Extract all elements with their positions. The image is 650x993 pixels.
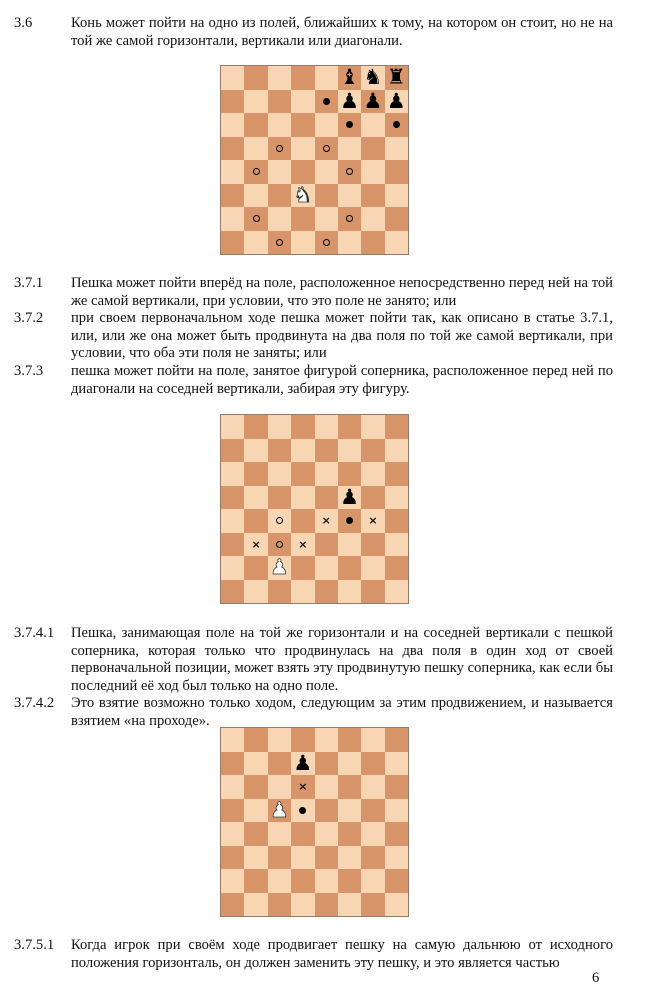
square-f5 — [338, 486, 361, 510]
square-g1 — [361, 231, 384, 255]
square-h3 — [385, 846, 408, 870]
square-b7 — [244, 90, 267, 114]
square-g2 — [361, 207, 384, 231]
square-d5 — [291, 137, 314, 161]
square-e7 — [315, 752, 338, 776]
white-knight-icon: ♞ — [293, 182, 313, 207]
square-b5 — [244, 486, 267, 510]
square-g4 — [361, 160, 384, 184]
square-h3 — [385, 533, 408, 557]
square-g4 — [361, 822, 384, 846]
square-h6 — [385, 113, 408, 137]
square-d2 — [291, 556, 314, 580]
square-g3 — [361, 846, 384, 870]
square-h3 — [385, 184, 408, 208]
square-d8 — [291, 415, 314, 439]
paragraph-number: 3.6 — [14, 15, 33, 31]
square-b7 — [244, 439, 267, 463]
cross-marker: × — [368, 514, 378, 528]
square-c2 — [268, 556, 291, 580]
square-c8 — [268, 415, 291, 439]
square-d6 — [291, 113, 314, 137]
square-f3 — [338, 846, 361, 870]
square-f1 — [338, 580, 361, 604]
square-b1 — [244, 231, 267, 255]
square-b8 — [244, 66, 267, 90]
square-a7 — [221, 90, 244, 114]
black-bishop-icon: ♝ — [340, 65, 359, 90]
square-c7 — [268, 90, 291, 114]
square-f3 — [338, 533, 361, 557]
paragraph-text: Конь может пойти на одно из полей, ближайших к тому, на котором он стоит, но не на той же самой горизонтали, вертикали или диагонали. — [71, 15, 613, 49]
square-b2 — [244, 869, 267, 893]
square-b3 — [244, 184, 267, 208]
square-b8 — [244, 728, 267, 752]
square-f7 — [338, 752, 361, 776]
square-c7 — [268, 439, 291, 463]
square-b6 — [244, 775, 267, 799]
square-g7 — [361, 439, 384, 463]
square-b7 — [244, 752, 267, 776]
square-g7 — [361, 752, 384, 776]
square-d3 — [291, 846, 314, 870]
square-g6 — [361, 462, 384, 486]
square-c3 — [268, 846, 291, 870]
square-e3 — [315, 184, 338, 208]
square-h2 — [385, 869, 408, 893]
move-circle-marker — [253, 215, 260, 222]
square-b5 — [244, 799, 267, 823]
black-pawn-icon: ♟ — [386, 88, 406, 113]
move-circle-marker — [323, 145, 330, 152]
square-e4 — [315, 822, 338, 846]
square-e8 — [315, 415, 338, 439]
paragraph-number: 3.7.4.2 — [14, 695, 55, 711]
square-h4 — [385, 509, 408, 533]
paragraph-text: пешка может пойти на поле, занятое фигурой соперника, расположенное перед ней по диагонали на соседней вертикали, забирая эту фигуру. — [71, 363, 613, 397]
square-e1 — [315, 893, 338, 917]
square-f1 — [338, 231, 361, 255]
paragraph-number: 3.7.3 — [14, 363, 44, 379]
square-e1 — [315, 580, 338, 604]
square-c2 — [268, 207, 291, 231]
square-f3 — [338, 184, 361, 208]
square-d3 — [291, 533, 314, 557]
square-c4 — [268, 509, 291, 533]
move-circle-marker — [276, 541, 283, 548]
square-e5 — [315, 799, 338, 823]
square-h8 — [385, 66, 408, 90]
square-e6 — [315, 462, 338, 486]
square-b3 — [244, 846, 267, 870]
square-a1 — [221, 893, 244, 917]
white-pawn-icon: ♟ — [270, 555, 289, 580]
square-b2 — [244, 556, 267, 580]
square-a3 — [221, 533, 244, 557]
square-c6 — [268, 113, 291, 137]
square-e7 — [315, 90, 338, 114]
chess-diagram-knight-moves — [220, 65, 409, 255]
cross-marker: × — [298, 537, 308, 551]
square-g8 — [361, 66, 384, 90]
square-a3 — [221, 846, 244, 870]
square-f4 — [338, 509, 361, 533]
square-c1 — [268, 580, 291, 604]
square-f6 — [338, 113, 361, 137]
square-g7 — [361, 90, 384, 114]
square-c6 — [268, 462, 291, 486]
square-e2 — [315, 556, 338, 580]
square-b4 — [244, 160, 267, 184]
square-a6 — [221, 113, 244, 137]
square-f6 — [338, 462, 361, 486]
square-c4 — [268, 160, 291, 184]
square-h5 — [385, 137, 408, 161]
square-d2 — [291, 869, 314, 893]
white-pawn-icon: ♟ — [270, 797, 289, 822]
square-g3 — [361, 533, 384, 557]
square-a2 — [221, 869, 244, 893]
square-a5 — [221, 486, 244, 510]
square-b4 — [244, 822, 267, 846]
paragraph-text: Это взятие возможно только ходом, следующим за этим продвижением, и называется взятием «на проходе». — [71, 695, 613, 729]
black-pawn-icon: ♟ — [340, 484, 359, 509]
square-f6 — [338, 775, 361, 799]
square-h7 — [385, 90, 408, 114]
chess-diagram-en-passant — [220, 727, 409, 917]
square-a4 — [221, 160, 244, 184]
square-h2 — [385, 556, 408, 580]
square-d6 — [291, 775, 314, 799]
square-c8 — [268, 66, 291, 90]
square-d8 — [291, 66, 314, 90]
square-f5 — [338, 137, 361, 161]
square-b1 — [244, 580, 267, 604]
move-dot-marker — [346, 517, 353, 524]
move-circle-marker — [253, 168, 260, 175]
square-g8 — [361, 728, 384, 752]
black-rook-icon: ♜ — [386, 65, 406, 90]
square-c5 — [268, 137, 291, 161]
square-a3 — [221, 184, 244, 208]
move-circle-marker — [323, 239, 330, 246]
square-d8 — [291, 728, 314, 752]
square-f7 — [338, 439, 361, 463]
square-f7 — [338, 90, 361, 114]
square-d5 — [291, 486, 314, 510]
square-b3 — [244, 533, 267, 557]
paragraph-text: Пешка, занимающая поле на той же горизонтали и на соседней вертикали с пешкой соперника, которая только что продвинулась на два поля в один ход от своей первоначальной позиции, может взять эту продвинутую пешку соперника, как если бы последний её ход был только на одно поле. — [71, 625, 613, 694]
square-c4 — [268, 822, 291, 846]
square-h4 — [385, 160, 408, 184]
square-d1 — [291, 580, 314, 604]
square-e5 — [315, 137, 338, 161]
square-g5 — [361, 486, 384, 510]
square-c5 — [268, 486, 291, 510]
square-d3 — [291, 184, 314, 208]
square-a6 — [221, 775, 244, 799]
square-e6 — [315, 775, 338, 799]
square-e1 — [315, 231, 338, 255]
square-f8 — [338, 66, 361, 90]
square-c1 — [268, 893, 291, 917]
square-h4 — [385, 822, 408, 846]
square-h7 — [385, 439, 408, 463]
square-h2 — [385, 207, 408, 231]
black-knight-icon: ♞ — [363, 65, 383, 90]
square-a4 — [221, 822, 244, 846]
square-g5 — [361, 137, 384, 161]
square-c3 — [268, 184, 291, 208]
paragraph-number: 3.7.4.1 — [14, 625, 55, 641]
paragraph-number: 3.7.2 — [14, 310, 44, 326]
square-b4 — [244, 509, 267, 533]
square-a4 — [221, 509, 244, 533]
square-f2 — [338, 869, 361, 893]
square-e3 — [315, 533, 338, 557]
paragraph-number: 3.7.1 — [14, 275, 44, 291]
square-g1 — [361, 580, 384, 604]
square-b1 — [244, 893, 267, 917]
square-h6 — [385, 462, 408, 486]
square-d1 — [291, 231, 314, 255]
cross-marker: × — [321, 514, 331, 528]
square-c7 — [268, 752, 291, 776]
square-d4 — [291, 160, 314, 184]
square-h5 — [385, 486, 408, 510]
square-h7 — [385, 752, 408, 776]
square-a2 — [221, 207, 244, 231]
paragraph-text: при своем первоначальном ходе пешка может пойти так, как описано в статье 3.7.1, или, или же она может быть продвинута на два поля по той же самой вертикали, при условии, что оба эти поля не заняты; или — [71, 310, 613, 361]
square-g5 — [361, 799, 384, 823]
move-circle-marker — [346, 168, 353, 175]
square-e7 — [315, 439, 338, 463]
square-h1 — [385, 893, 408, 917]
square-f2 — [338, 207, 361, 231]
move-dot-marker — [299, 807, 306, 814]
square-g8 — [361, 415, 384, 439]
square-a8 — [221, 728, 244, 752]
square-d7 — [291, 752, 314, 776]
square-h5 — [385, 799, 408, 823]
square-d2 — [291, 207, 314, 231]
square-g6 — [361, 113, 384, 137]
square-d5 — [291, 799, 314, 823]
square-a6 — [221, 462, 244, 486]
square-g1 — [361, 893, 384, 917]
square-d6 — [291, 462, 314, 486]
square-d1 — [291, 893, 314, 917]
square-e3 — [315, 846, 338, 870]
square-a5 — [221, 137, 244, 161]
square-f4 — [338, 822, 361, 846]
square-g6 — [361, 775, 384, 799]
square-h6 — [385, 775, 408, 799]
square-c8 — [268, 728, 291, 752]
square-a1 — [221, 580, 244, 604]
square-h8 — [385, 728, 408, 752]
move-dot-marker — [323, 98, 330, 105]
square-g3 — [361, 184, 384, 208]
paragraph-text: Когда игрок при своём ходе продвигает пешку на самую дальнюю от исходного положения горизонталь, он должен заменить эту пешку, и это является частью — [71, 937, 613, 971]
square-a2 — [221, 556, 244, 580]
square-e4 — [315, 160, 338, 184]
square-d7 — [291, 439, 314, 463]
square-a1 — [221, 231, 244, 255]
square-e8 — [315, 66, 338, 90]
square-g4 — [361, 509, 384, 533]
square-b2 — [244, 207, 267, 231]
square-b6 — [244, 462, 267, 486]
square-a7 — [221, 439, 244, 463]
chess-diagram-pawn-moves — [220, 414, 409, 604]
square-e8 — [315, 728, 338, 752]
move-dot-marker — [346, 121, 353, 128]
cross-marker: × — [298, 780, 308, 794]
square-c2 — [268, 869, 291, 893]
move-circle-marker — [346, 215, 353, 222]
move-circle-marker — [276, 517, 283, 524]
square-e5 — [315, 486, 338, 510]
cross-marker: × — [251, 537, 261, 551]
square-a5 — [221, 799, 244, 823]
square-d4 — [291, 822, 314, 846]
square-g2 — [361, 556, 384, 580]
square-f2 — [338, 556, 361, 580]
square-h8 — [385, 415, 408, 439]
square-e4 — [315, 509, 338, 533]
paragraph-text: Пешка может пойти вперёд на поле, расположенное непосредственно перед ней на той же самой вертикали, при условии, что это поле не занято; или — [71, 275, 613, 309]
square-b6 — [244, 113, 267, 137]
square-f4 — [338, 160, 361, 184]
square-f8 — [338, 415, 361, 439]
square-c1 — [268, 231, 291, 255]
black-pawn-icon: ♟ — [293, 750, 313, 775]
square-a7 — [221, 752, 244, 776]
square-h1 — [385, 580, 408, 604]
square-g2 — [361, 869, 384, 893]
square-c5 — [268, 799, 291, 823]
paragraph-number: 3.7.5.1 — [14, 937, 55, 953]
square-h1 — [385, 231, 408, 255]
move-dot-marker — [393, 121, 400, 128]
square-f8 — [338, 728, 361, 752]
square-b8 — [244, 415, 267, 439]
square-f1 — [338, 893, 361, 917]
move-circle-marker — [276, 239, 283, 246]
move-circle-marker — [276, 145, 283, 152]
square-d4 — [291, 509, 314, 533]
black-pawn-icon: ♟ — [363, 88, 383, 113]
square-a8 — [221, 66, 244, 90]
square-c3 — [268, 533, 291, 557]
square-e2 — [315, 207, 338, 231]
square-b5 — [244, 137, 267, 161]
square-f5 — [338, 799, 361, 823]
square-c6 — [268, 775, 291, 799]
square-e6 — [315, 113, 338, 137]
square-e2 — [315, 869, 338, 893]
page-number: 6 — [592, 970, 600, 986]
black-pawn-icon: ♟ — [340, 88, 359, 113]
square-a8 — [221, 415, 244, 439]
square-d7 — [291, 90, 314, 114]
